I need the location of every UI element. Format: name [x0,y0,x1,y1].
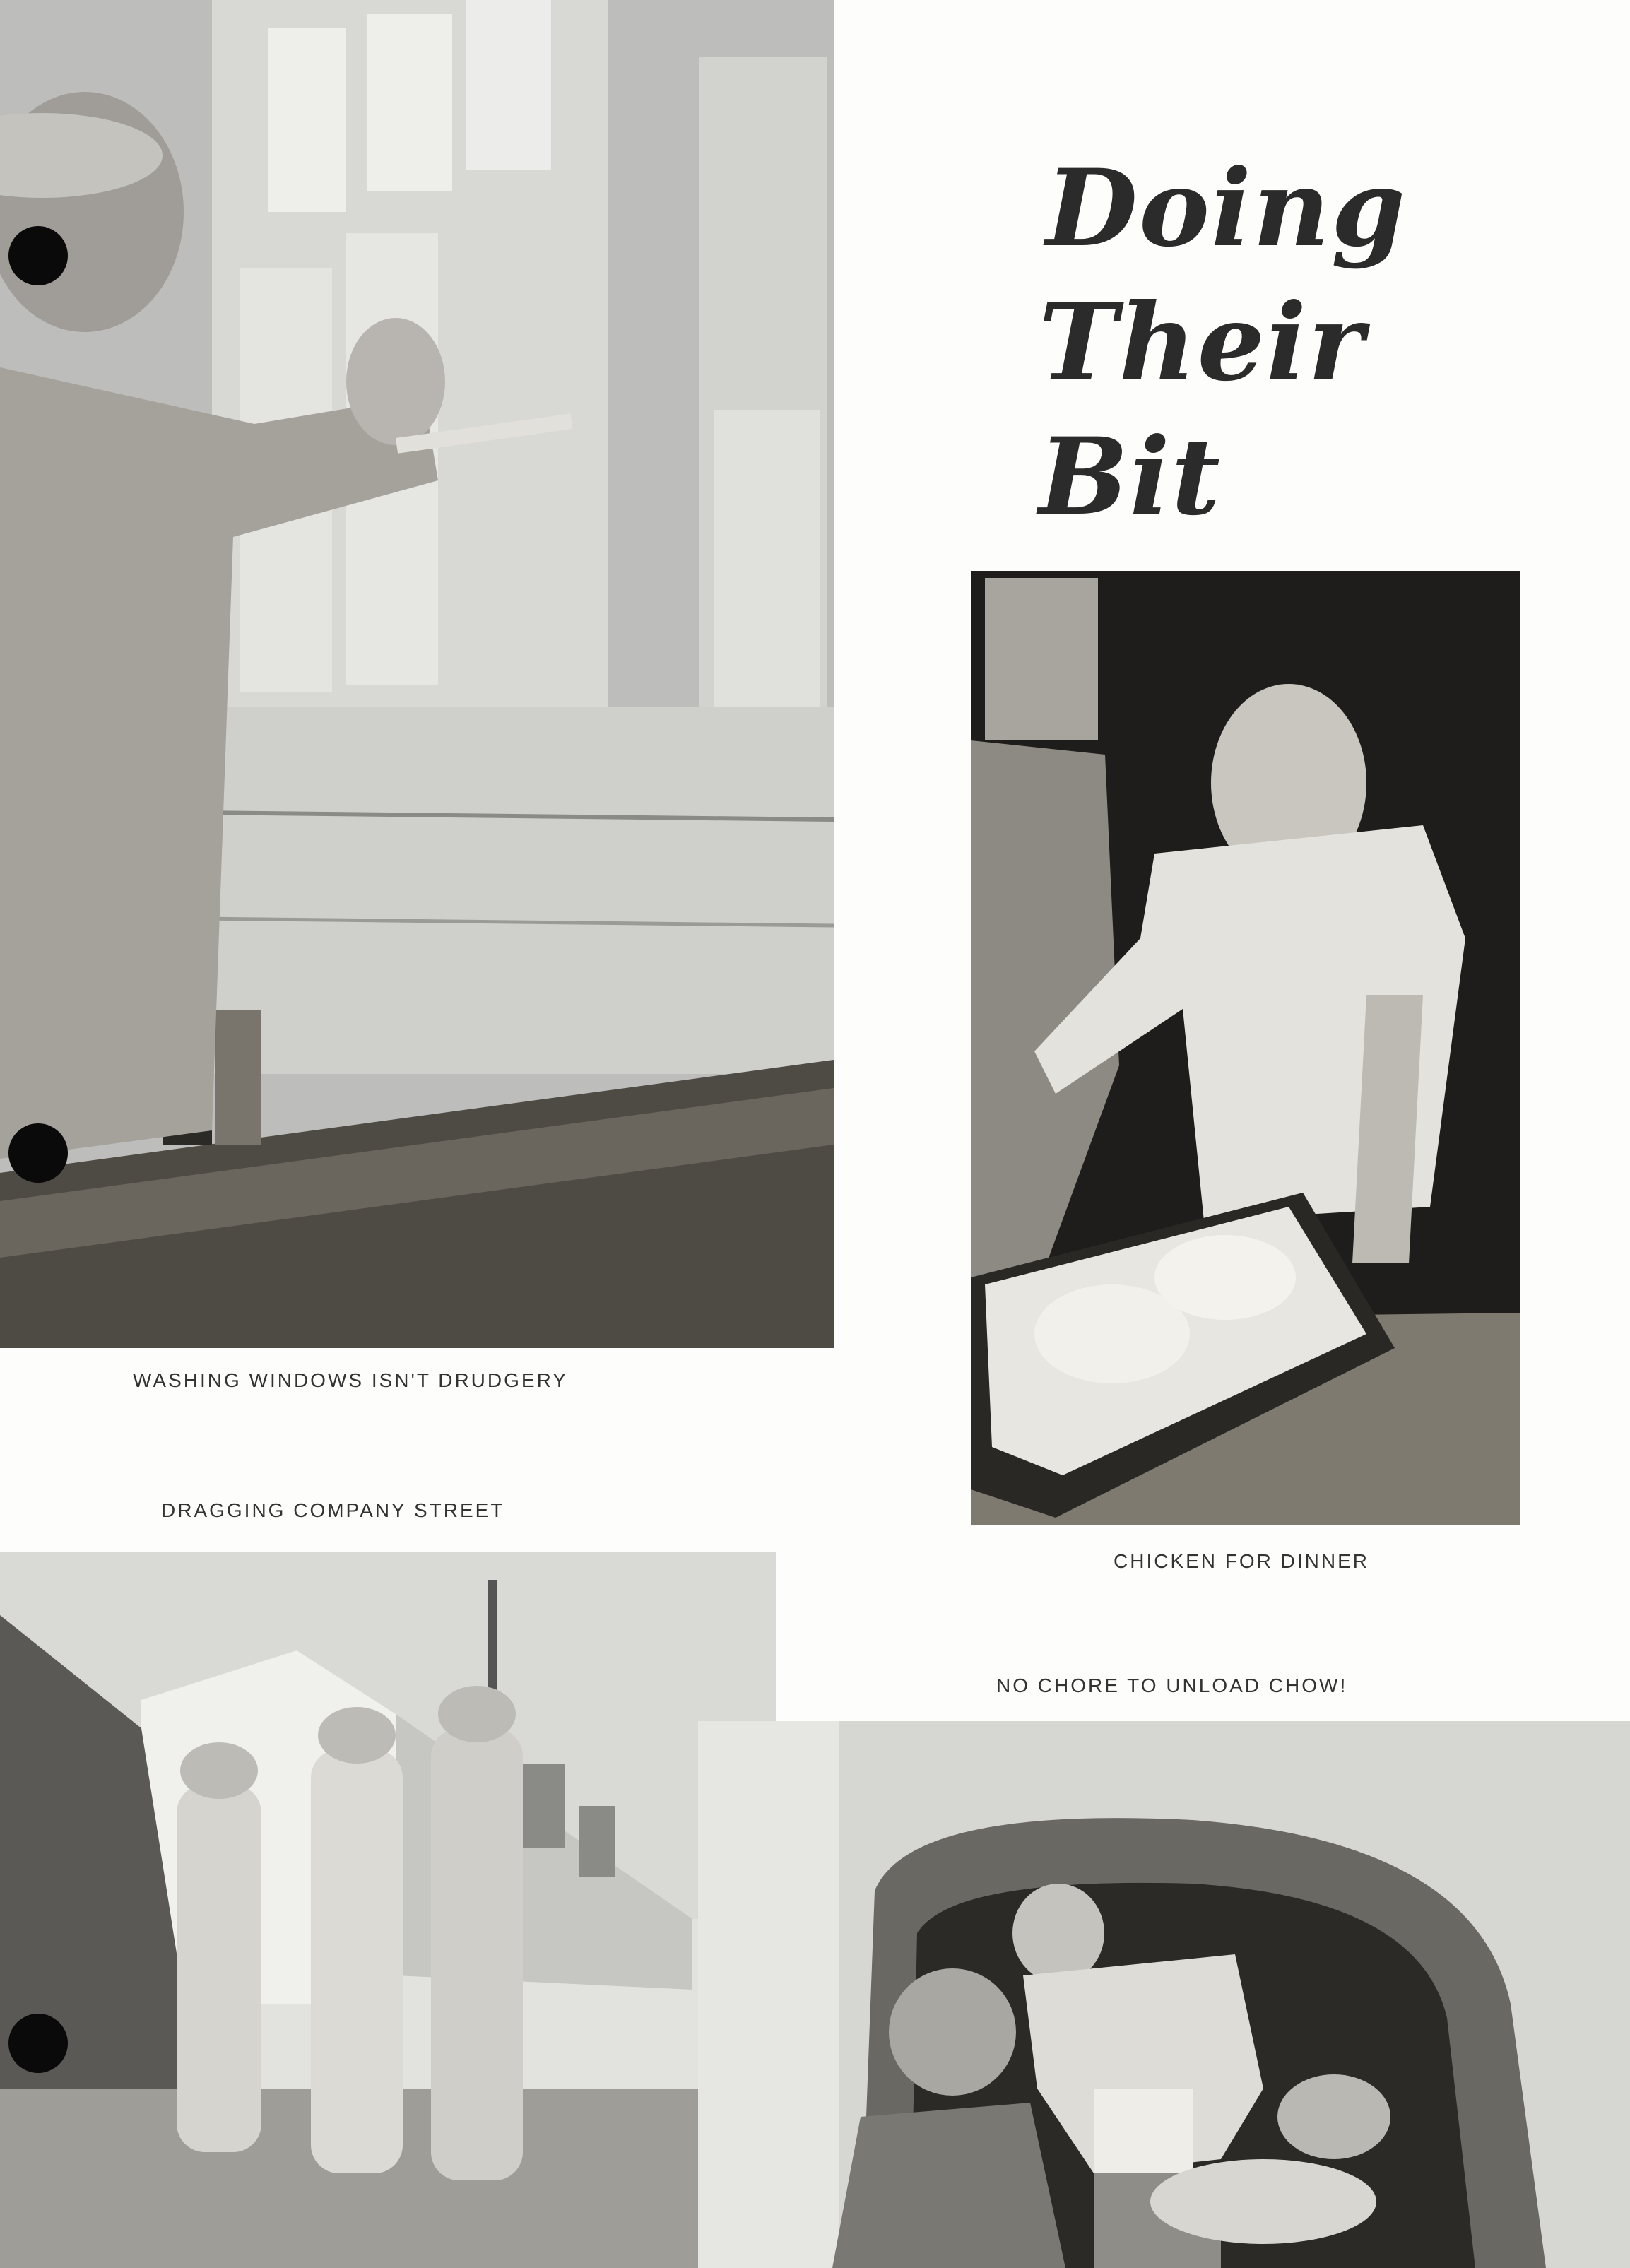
caption-dragging-street: DRAGGING COMPANY STREET [161,1499,505,1521]
caption-washing-windows: WASHING WINDOWS ISN'T DRUDGERY [133,1369,568,1391]
photo-chicken-for-dinner [971,571,1520,1525]
title-line-1: Doing [1046,146,1407,271]
page-title [1039,141,1576,544]
caption-unload-chow: NO CHORE TO UNLOAD CHOW! [996,1675,1348,1696]
caption-chicken-for-dinner: CHICKEN FOR DINNER [1114,1550,1370,1572]
photo-washing-windows [0,0,834,1348]
punch-hole [8,226,68,285]
photo-unload-chow [698,1721,1630,2268]
photo-dragging-company-street [0,1552,776,2268]
title-line-2: Their Bit [1039,280,1366,539]
punch-hole [8,1123,68,1183]
punch-hole [8,2014,68,2073]
